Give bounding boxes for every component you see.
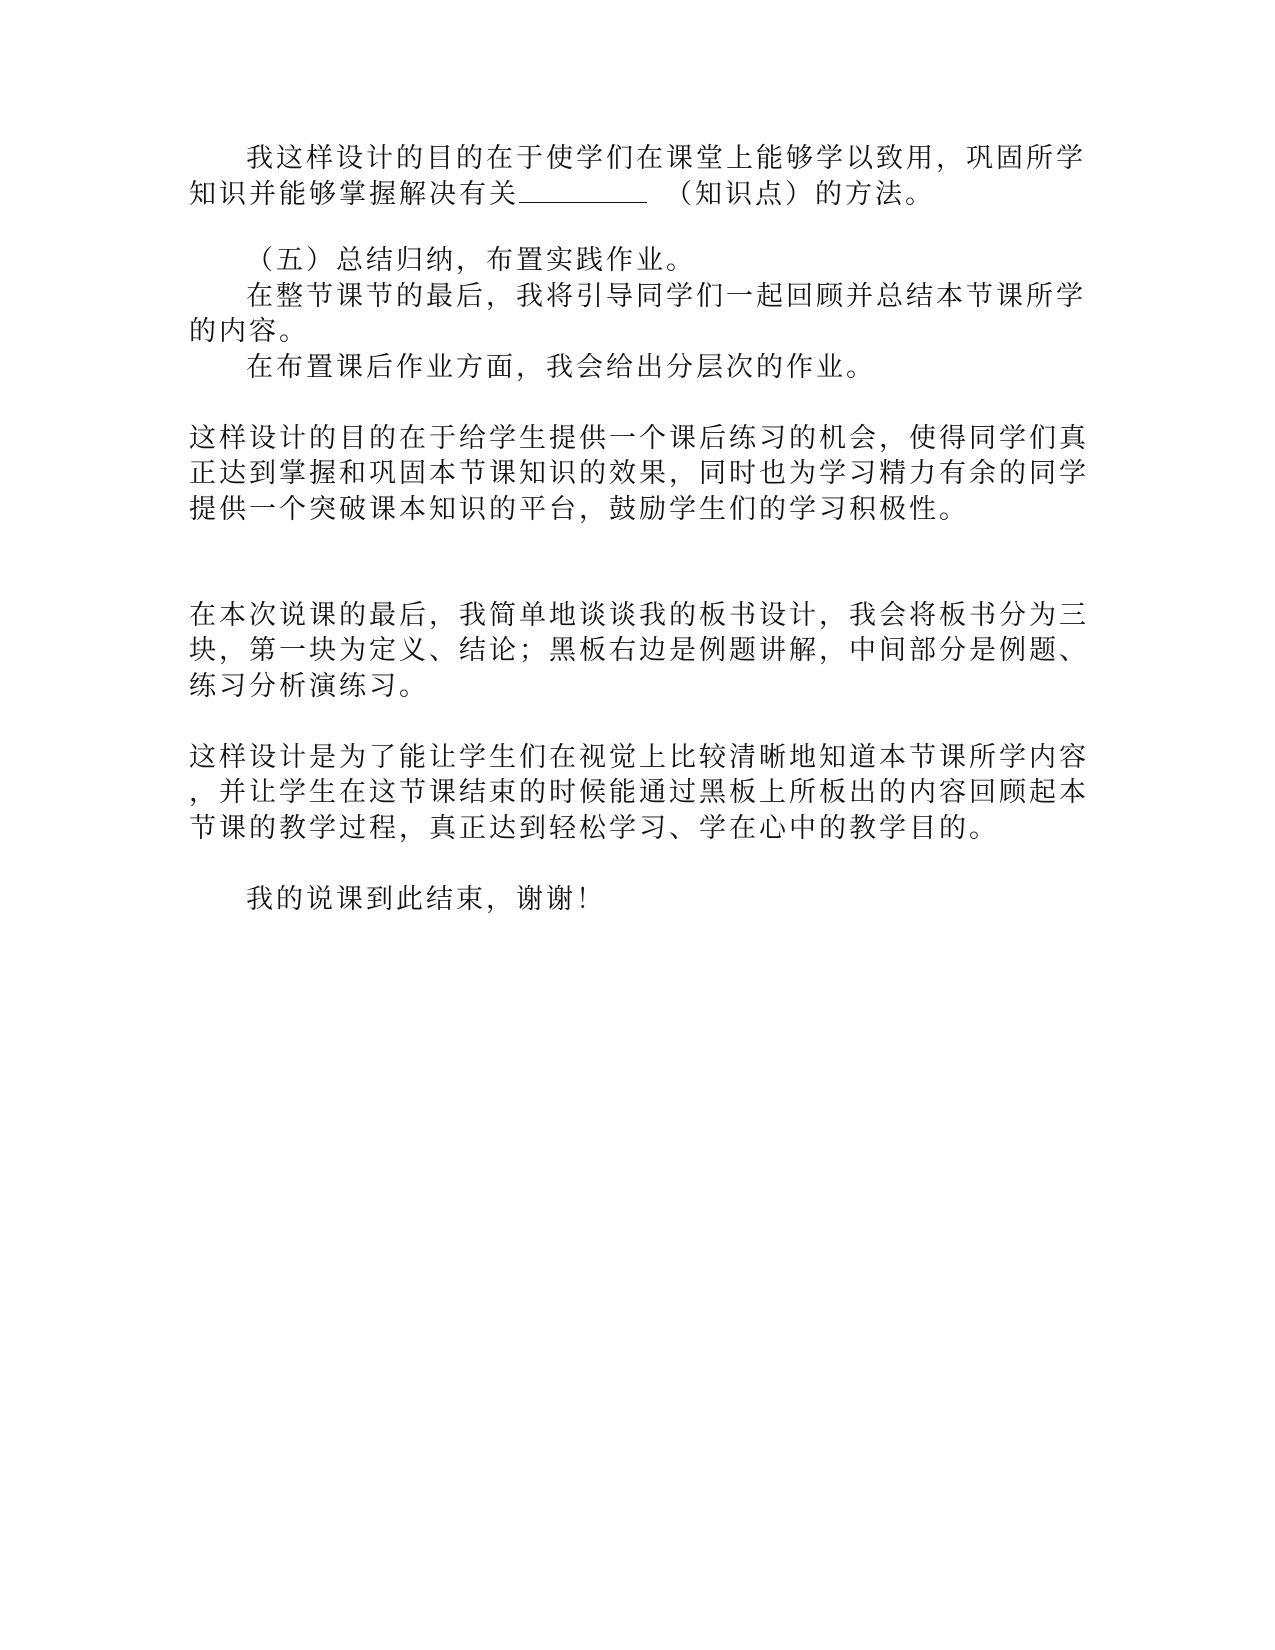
paragraph-1-line-2-suffix: （知识点）的方法。 [665,179,935,210]
paragraph-3-line-1: 在布置课后作业方面，我会给出分层次的作业。 [246,352,876,383]
paragraph-2-line-1: 在整节课节的最后，我将引导同学们一起回顾并总结本节课所学 [246,281,1086,312]
section-heading-5: （五）总结归纳，布置实践作业。 [246,245,696,276]
paragraph-1-line-2 [189,177,1069,213]
fill-in-blank [519,178,647,203]
closing-line: 我的说课到此结束，谢谢！ [246,884,606,915]
paragraph-5-line-1: 在本次说课的最后，我简单地谈谈我的板书设计，我会将板书分为三 [189,600,1089,631]
paragraph-1-line-2-text: 知识并能够掌握解决有关 [189,179,519,210]
paragraph-6-line-1: 这样设计是为了能让学生们在视觉上比较清晰地知道本节课所学内容 [189,742,1089,773]
paragraph-2-line-2: 的内容。 [189,316,309,347]
paragraph-4-line-2: 正达到掌握和巩固本节课知识的效果，同时也为学习精力有余的同学 [189,458,1089,489]
paragraph-4-line-1: 这样设计的目的在于给学生提供一个课后练习的机会，使得同学们真 [189,423,1089,454]
paragraph-5-line-3: 练习分析演练习。 [189,671,429,702]
paragraph-6-line-3: 节课的教学过程，真正达到轻松学习、学在心中的教学目的。 [189,813,999,844]
paragraph-5-line-2: 块，第一块为定义、结论；黑板右边是例题讲解，中间部分是例题、 [189,635,1089,666]
paragraph-1-line-1: 我这样设计的目的在于使学们在课堂上能够学以致用，巩固所学 [246,143,1086,174]
paragraph-4-line-3: 提供一个突破课本知识的平台，鼓励学生们的学习积极性。 [189,494,969,525]
paragraph-6-line-2: ，并让学生在这节课结束的时候能通过黑板上所板出的内容回顾起本 [189,777,1089,808]
